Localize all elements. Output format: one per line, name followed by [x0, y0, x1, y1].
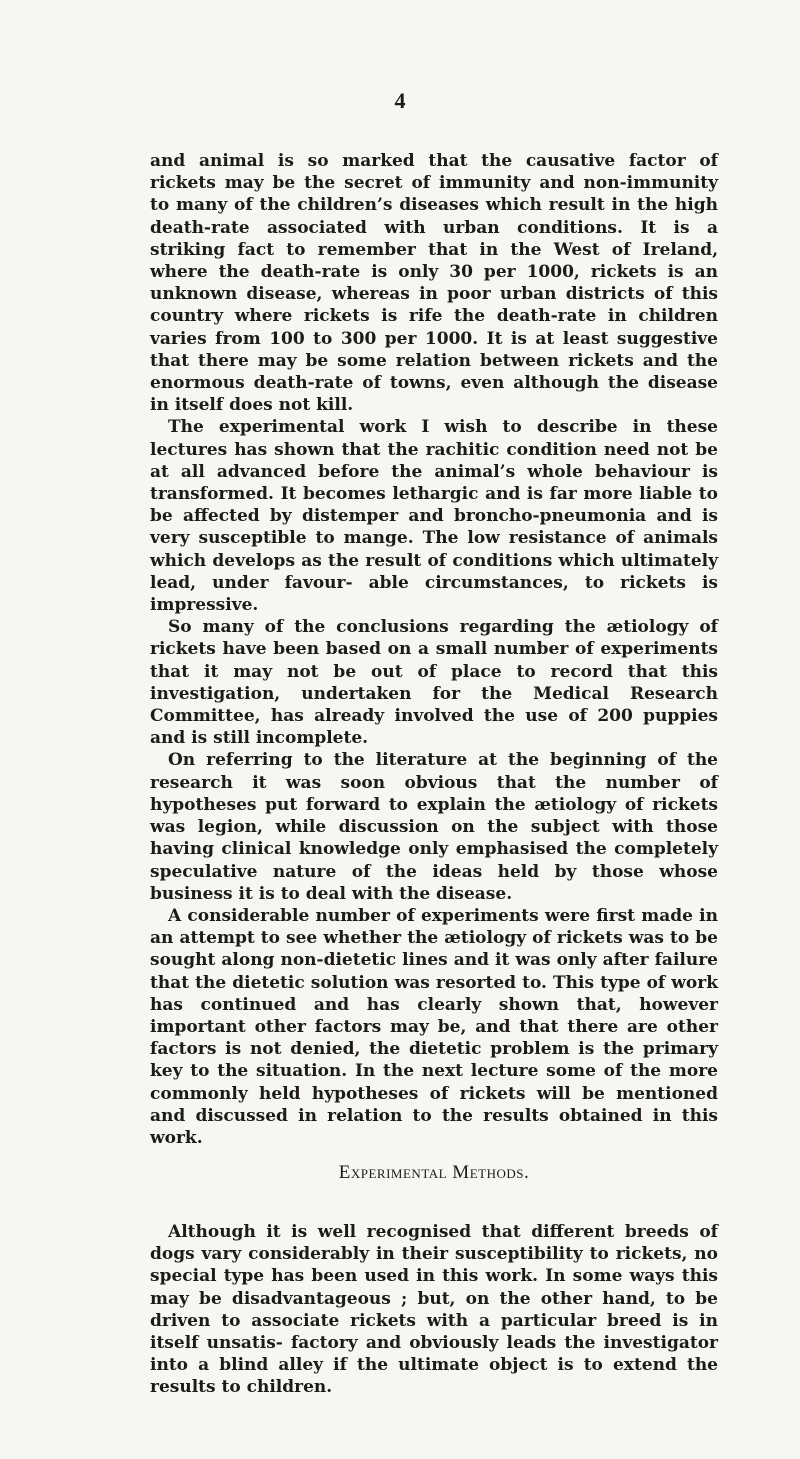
section-paragraph-1: Although it is well recognised that different breeds of dogs vary considerably in their susceptibility to rickets, no special type has been used in this work. In some ways this may be disadvantageous ; but, on the other hand, to be driven to associate rickets with a particular breed is in itself unsatis- factory and obviously leads the investigator into a blind alley if the ultimate object is to extend the results to children. [150, 1222, 718, 1398]
paragraph-5: A considerable number of experiments were first made in an attempt to see whether the ætiology of rickets was to be sought along non-dietetic lines and it was only after failure that the dietetic solution was resorted to. This type of work has continued and has clearly shown that, however important other factors may be, and that there are other factors is not denied, the dietetic problem is the primary key to the situation. In the next lecture some of the more commonly held hypotheses of rickets will be mentioned and discussed in relation to the results obtained in this work. [150, 905, 718, 1148]
paragraph-4: On referring to the literature at the beginning of the research it was soon obvious that the number of hypotheses put forward to explain the ætiology of rickets was legion, while discussion on the subject with those having clinical knowledge only emphasised the completely speculative nature of the ideas held by those whose business it is to deal with the disease. [150, 750, 718, 904]
paragraph-2: The experimental work I wish to describe in these lectures has shown that the rachitic condition need not be at all advanced before the animal’s whole behaviour is transformed. It becomes lethargic and is far more liable to be affected by distemper and broncho-pneumonia and is very susceptible to mange. The low resistance of animals which develops as the result of conditions which ultimately lead, under favour- able circumstances, to rickets is impressive. [150, 417, 718, 616]
page-number: 4 [394, 88, 406, 113]
paragraph-3: So many of the conclusions regarding the ætiology of rickets have been based on a small number of experiments that it may not be out of place to record that this investigation, undertaken for the Medical Research Committee, has already involved the use of 200 puppies and is still incomplete. [150, 617, 718, 749]
paragraph-1: and animal is so marked that the causative factor of rickets may be the secret of immunity and non-immunity to many of the children’s diseases which result in the high death-rate associated with urban conditions. It is a striking fact to remember that in the West of Ireland, where the death-rate is only 30 per 1000, rickets is an unknown disease, whereas in poor urban districts of this country where rickets is rife the death-rate in children varies from 100 to 300 per 1000. It is at least suggestive that there may be some relation between rickets and the enormous death-rate of towns, even although the disease in itself does not kill. [150, 151, 718, 416]
section-body-text [150, 1221, 718, 1399]
body-text [150, 150, 718, 1149]
section-heading: Experimental Methods. [338, 1162, 530, 1183]
